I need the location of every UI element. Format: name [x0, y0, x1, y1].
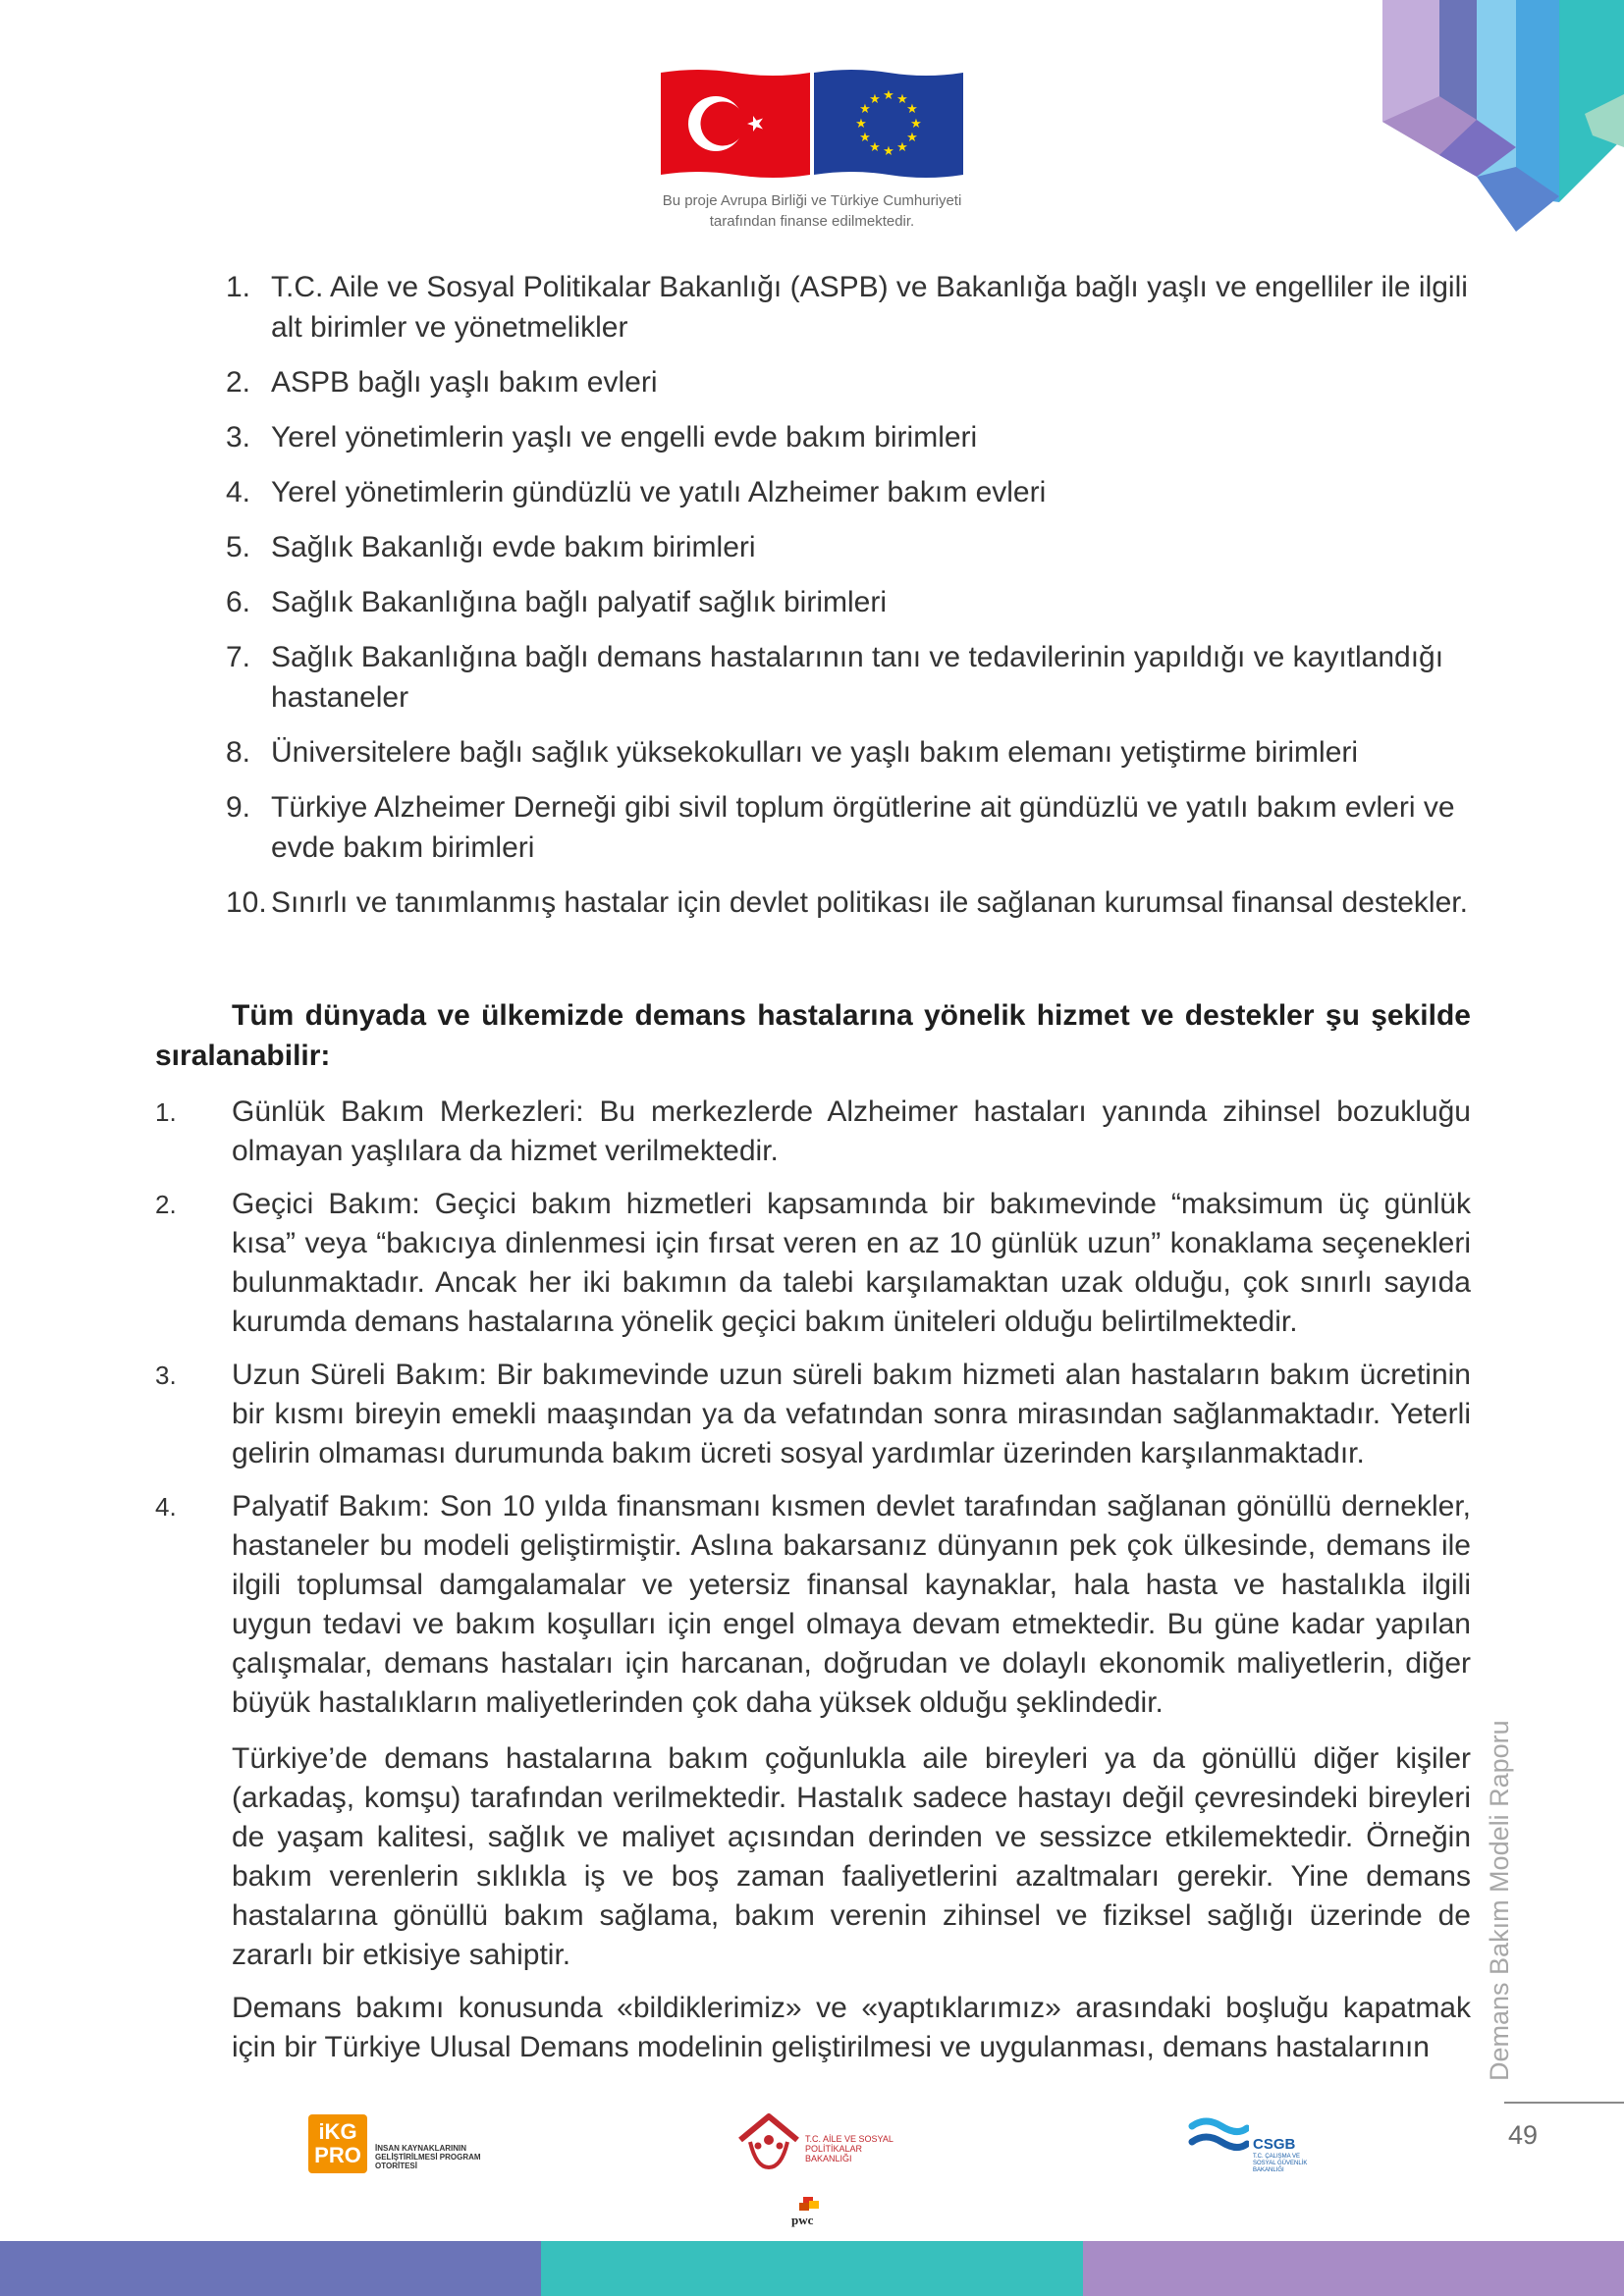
footer-color-stripe: [0, 2241, 1624, 2296]
body-paragraphs: [155, 1739, 1471, 2081]
services-list: [155, 1093, 1471, 1736]
divider: [1504, 2102, 1624, 2104]
list-item: [226, 787, 1471, 868]
item-text: T.C. Aile ve Sosyal Politikalar Bakanlığı (ASPB) ve Bakanlığa bağlı yaşlı ve engelliler ile ilgili alt birimler ve yönetmelikler: [271, 271, 1468, 344]
pwc-mark-icon: [785, 2195, 825, 2213]
aile-logo-text: T.C. AİLE VE SOSYAL POLİTİKALAR BAKANLIĞI: [805, 2134, 893, 2163]
item-number: 4.: [155, 1492, 177, 1522]
item-text: Palyatif Bakım: Son 10 yılda finansmanı kısmen devlet tarafından sağlanan gönüllü dernekler, hastaneler bu modeli geliştirmiştir. Aslına bakarsanız dünyanın pek çok ülkesinde, demans ile ilgili toplumsal damgalamalar ve yetersiz finansal kaynaklar, hala hasta ve hastalıkla ilgili uygun tedavi ve bakım koşulları için engel olmaya devam etmektedir. Bu güne kadar yapılan çalışmalar, demans hastaları için harcanan, doğrudan ve dolaylı ekonomik maliyetlerin, diğer büyük hastalıkların maliyetlerinden çok daha yüksek olduğu şeklindedir.: [232, 1490, 1471, 1719]
svg-text:★: ★: [859, 131, 871, 145]
csgb-wave-icon: [1188, 2114, 1249, 2158]
corner-decoration: [1382, 0, 1624, 236]
turkey-flag-icon: [661, 67, 810, 181]
funding-statement: [641, 190, 983, 232]
section-heading: Tüm dünyada ve ülkemizde demans hastalarına yönelik hizmet ve destekler şu şekilde sıralanabilir:: [155, 999, 1471, 1072]
funding-line: tarafından finanse edilmektedir.: [709, 213, 915, 230]
list-item: [226, 637, 1471, 718]
svg-text:★: ★: [896, 140, 908, 155]
item-number: 2.: [226, 366, 251, 399]
list-item: [155, 1487, 1471, 1723]
item-text: Günlük Bakım Merkezleri: Bu merkezlerde Alzheimer hastaları yanında zihinsel bozukluğu olmayan yaşlılara da hizmet verilmektedir.: [232, 1095, 1471, 1167]
body-paragraph: Demans bakımı konusunda «bildiklerimiz» ve «yaptıklarımız» arasındaki boşluğu kapatmak için bir Türkiye Ulusal Demans modelinin geliştirilmesi ve uygulanması, demans hastalarının: [232, 1992, 1471, 2063]
item-text: Sağlık Bakanlığı evde bakım birimleri: [271, 531, 756, 563]
item-text: Sağlık Bakanlığına bağlı demans hastalarının tanı ve tedavilerinin yapıldığı ve kayıtlandığı hastaneler: [271, 641, 1444, 714]
pwc-logo: [785, 2195, 825, 2228]
report-side-title: Demans Bakım Modeli Raporu: [1485, 1720, 1514, 2081]
svg-text:★: ★: [910, 117, 922, 132]
list-item: [226, 732, 1471, 773]
svg-text:★: ★: [896, 92, 908, 107]
svg-text:★: ★: [869, 92, 881, 107]
item-number: 7.: [226, 641, 251, 673]
svg-text:★: ★: [906, 131, 918, 145]
svg-text:★: ★: [883, 144, 894, 159]
list-item: [226, 472, 1471, 512]
body-paragraph: Türkiye’de demans hastalarına bakım çoğunlukla aile bireyleri ya da gönüllü diğer kişiler (arkadaş, komşu) tarafından verilmektedir. Hastalık sadece hastayı değil çevresindeki bireyleri de yaşam kalitesi, sağlık ve maliyet açısından derinden ve sessizce etkilemektedir. Örneğin bakım verenlerin sıklıkla iş ve boş zaman faaliyetlerini azaltmaları gerekir. Yine demans hastalarına gönüllü bakım sağlama, bakım verenin zihinsel ve fiziksel sağlığı üzerinde de zararlı bir etkisiye sahiptir.: [232, 1742, 1471, 1971]
list-item: [226, 882, 1471, 923]
item-number: 5.: [226, 531, 251, 563]
stripe-segment: [1083, 2241, 1624, 2296]
item-number: 8.: [226, 736, 251, 769]
ikg-pro-logo: [308, 2114, 481, 2179]
svg-text:★: ★: [859, 102, 871, 117]
csgb-logo-subtext: T.C. ÇALIŞMA VE SOSYAL GÜVENLİK BAKANLIĞI: [1253, 2154, 1308, 2173]
item-number: 4.: [226, 476, 251, 508]
svg-text:★: ★: [855, 117, 867, 132]
svg-text:★: ★: [883, 88, 894, 103]
aile-ministry-logo: [736, 2110, 893, 2179]
ikg-logo-mark: iKG PRO: [308, 2114, 367, 2173]
item-number: 3.: [226, 421, 251, 454]
list-item: [226, 527, 1471, 567]
item-text: Yerel yönetimlerin yaşlı ve engelli evde bakım birimleri: [271, 421, 978, 454]
item-number: 10.: [226, 886, 267, 919]
pwc-text: pwc: [791, 2213, 814, 2227]
list-item: [155, 1093, 1471, 1171]
list-item: [226, 362, 1471, 402]
list-item: [155, 1185, 1471, 1342]
funding-flags: [661, 67, 963, 230]
item-text: ASPB bağlı yaşlı bakım evleri: [271, 366, 658, 399]
item-text: Üniversitelere bağlı sağlık yüksekokulları ve yaşlı bakım elemanı yetiştirme birimleri: [271, 736, 1359, 769]
house-family-icon: [736, 2110, 801, 2171]
item-number: 3.: [155, 1361, 177, 1390]
list-item: [226, 582, 1471, 622]
svg-text:★: ★: [906, 102, 918, 117]
stripe-segment: [541, 2241, 1082, 2296]
item-text: Türkiye Alzheimer Derneği gibi sivil toplum örgütlerine ait gündüzlü ve yatılı bakım evleri ve evde bakım birimleri: [271, 791, 1455, 864]
csgb-logo: [1188, 2114, 1326, 2175]
item-text: Sağlık Bakanlığına bağlı palyatif sağlık birimleri: [271, 586, 887, 618]
item-number: 1.: [226, 271, 251, 303]
item-text: Geçici Bakım: Geçici bakım hizmetleri kapsamında bir bakımevinde “maksimum üç günlük kısa” veya “bakıcıya dinlenmesi için fırsat veren en az 10 günlük uzun” konaklama seçenekleri bulunmaktadır. Ancak her iki bakımın da talebi karşılamaktan uzak olduğu, çok sınırlı sayıda kurumda demans hastalarına yönelik geçici bakım üniteleri olduğu belirtilmektedir.: [232, 1188, 1471, 1338]
svg-text:★: ★: [869, 140, 881, 155]
item-number: 6.: [226, 586, 251, 618]
item-number: 2.: [155, 1190, 177, 1219]
list-item: [226, 417, 1471, 457]
item-text: Yerel yönetimlerin gündüzlü ve yatılı Alzheimer bakım evleri: [271, 476, 1047, 508]
stripe-segment: [0, 2241, 541, 2296]
item-text: Sınırlı ve tanımlanmış hastalar için devlet politikası ile sağlanan kurumsal finansal destekler.: [271, 886, 1468, 919]
list-item: [155, 1356, 1471, 1473]
item-text: Uzun Süreli Bakım: Bir bakımevinde uzun süreli bakım hizmeti alan hastaların bakım ücretinin bir kısmı bireyin emekli maaşından ya da vefatından sonra mirasından sağlanmaktadır. Yeterli gelirin olmaması durumunda bakım ücreti sosyal yardımlar üzerinden karşılanmaktadır.: [232, 1359, 1471, 1469]
csgb-logo-text: CSGB: [1253, 2136, 1296, 2153]
item-number: 9.: [226, 791, 251, 824]
ikg-logo-text: İNSAN KAYNAKLARININ GELİŞTİRİLMESİ PROGRAM OTORİTESİ: [375, 2144, 481, 2170]
page-number: 49: [1508, 2120, 1539, 2150]
funding-line: Bu proje Avrupa Birliği ve Türkiye Cumhuriyeti: [662, 192, 962, 209]
institutions-list: [226, 267, 1471, 937]
list-item: [226, 267, 1471, 347]
eu-flag-icon: [814, 67, 963, 181]
item-number: 1.: [155, 1097, 177, 1127]
